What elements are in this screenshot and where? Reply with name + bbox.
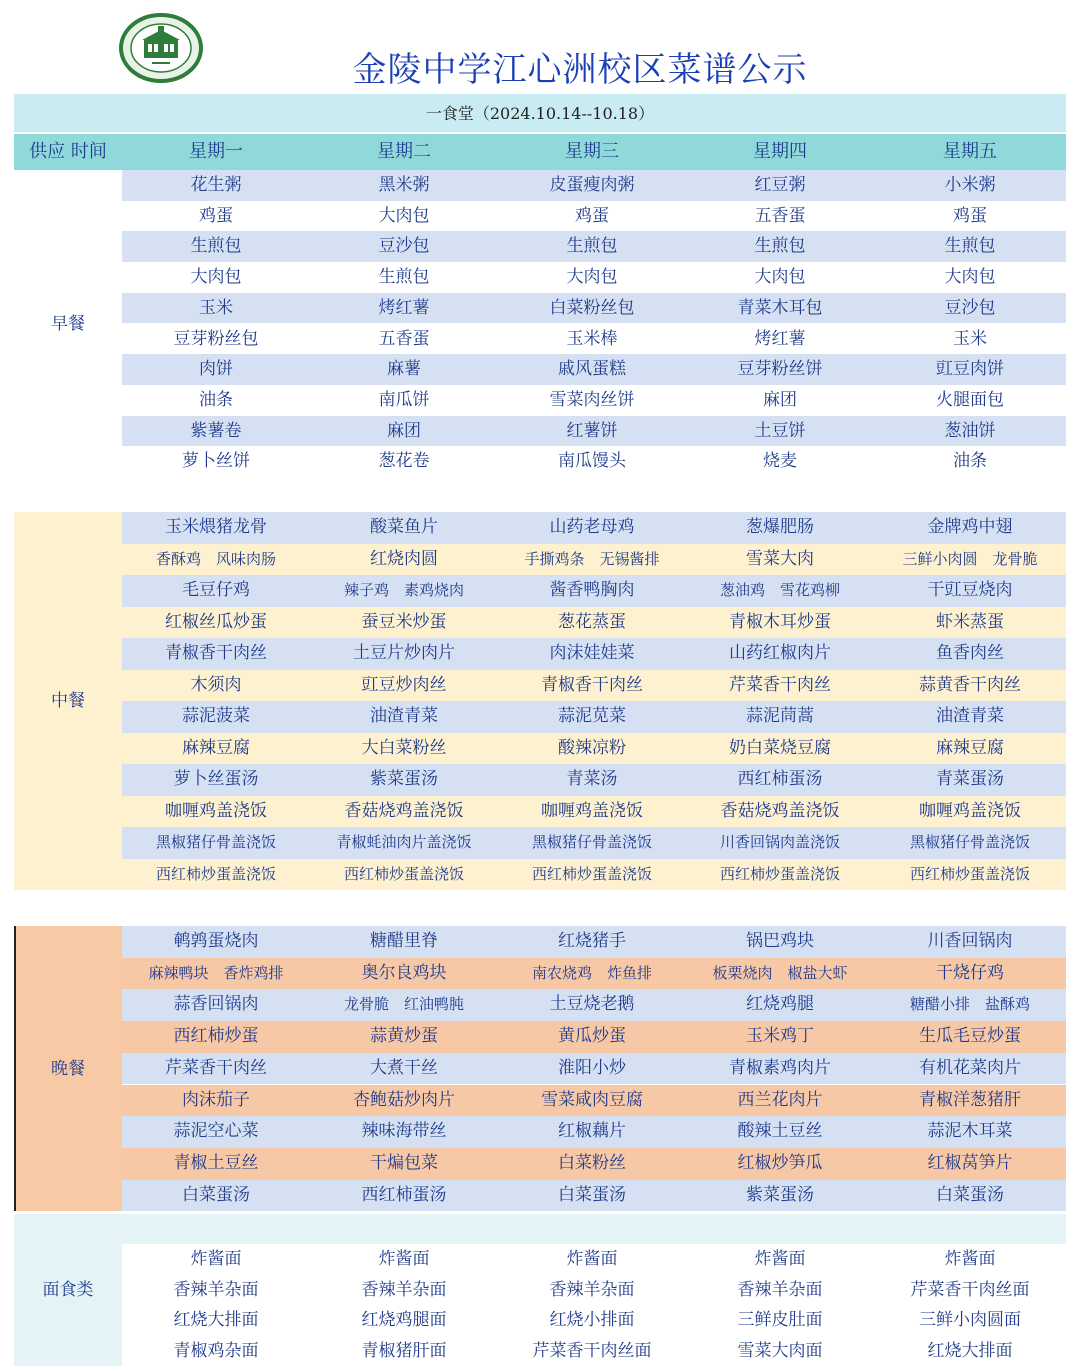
menu-dish-cell: 红烧肉圆 — [370, 548, 438, 569]
menu-row — [122, 231, 1066, 262]
menu-dish-cell: 生瓜毛豆炒蛋 — [919, 1026, 1021, 1047]
menu-row — [122, 958, 1066, 990]
menu-row — [122, 701, 1066, 733]
menu-dish-cell: 生煎包 — [754, 236, 806, 257]
menu-row — [122, 1275, 1066, 1306]
menu-dish-cell: 南农烧鸡 炸鱼排 — [531, 963, 652, 982]
menu-dish-cell: 黑椒猪仔骨盖浇饭 — [531, 833, 652, 851]
menu-dish-cell: 戚风蛋糕 — [558, 359, 626, 380]
menu-dish-cell: 西红柿炒蛋盖浇饭 — [343, 864, 464, 883]
menu-dish-cell: 豆芽粉丝包 — [173, 328, 259, 349]
menu-dish-cell: 玉米 — [199, 297, 233, 318]
menu-dish-cell: 红椒炒笋瓜 — [737, 1152, 823, 1173]
menu-dish-cell: 奶白菜烧豆腐 — [729, 737, 831, 758]
menu-dish-cell: 油条 — [199, 389, 233, 410]
table-header-row — [14, 134, 1066, 170]
menu-row — [122, 416, 1066, 447]
menu-dish-cell: 豆芽粉丝饼 — [737, 359, 823, 380]
menu-dish-cell: 奥尔良鸡块 — [361, 962, 447, 983]
header-day: 星期三 — [565, 141, 619, 162]
menu-row — [122, 1021, 1066, 1053]
menu-dish-cell: 川香回锅肉盖浇饭 — [719, 833, 840, 851]
menu-dish-cell: 南瓜馒头 — [558, 451, 626, 472]
menu-row — [122, 201, 1066, 232]
menu-dish-cell: 芹菜香干肉丝面 — [910, 1279, 1030, 1300]
menu-dish-cell: 咖喱鸡盖浇饭 — [165, 800, 267, 821]
menu-row — [122, 170, 1066, 201]
menu-dish-cell: 芹菜香干肉丝 — [729, 674, 831, 695]
menu-dish-cell: 干豇豆烧肉 — [927, 580, 1013, 600]
menu-dish-cell: 白菜粉丝包 — [549, 297, 635, 318]
menu-dish-cell: 青椒木耳炒蛋 — [729, 611, 831, 632]
menu-dish-cell: 黑椒猪仔骨盖浇饭 — [155, 833, 276, 851]
menu-row — [122, 859, 1066, 891]
menu-dish-cell: 咖喱鸡盖浇饭 — [919, 800, 1021, 821]
menu-dish-cell: 青椒猪肝面 — [361, 1340, 447, 1361]
menu-dish-cell: 青菜木耳包 — [737, 297, 823, 318]
menu-dish-cell: 青椒鸡杂面 — [173, 1340, 259, 1361]
menu-dish-cell: 大肉包 — [944, 267, 996, 288]
menu-dish-cell: 黑椒猪仔骨盖浇饭 — [909, 833, 1030, 851]
menu-row — [122, 1053, 1066, 1085]
menu-dish-cell: 白菜蛋汤 — [182, 1184, 250, 1205]
header-supply-time: 供应 时间 — [29, 141, 107, 162]
menu-dish-cell: 淮阳小炒 — [558, 1057, 626, 1078]
menu-dish-cell: 酸菜鱼片 — [370, 517, 438, 537]
menu-dish-cell: 糖醋小排 盐酥鸡 — [909, 995, 1030, 1014]
menu-dish-cell: 萝卜丝饼 — [182, 451, 250, 472]
menu-row — [122, 827, 1066, 859]
menu-row — [122, 989, 1066, 1021]
section-label: 中餐 — [51, 691, 85, 711]
menu-row — [122, 638, 1066, 670]
menu-dish-cell: 大肉包 — [378, 205, 430, 226]
menu-dish-cell: 豆沙包 — [378, 236, 430, 257]
menu-dish-cell: 毛豆仔鸡 — [182, 580, 250, 600]
menu-dish-cell: 火腿面包 — [936, 389, 1004, 410]
menu-dish-cell: 糖醋里脊 — [370, 931, 438, 951]
menu-dish-cell: 大肉包 — [190, 267, 242, 288]
menu-dish-cell: 炸酱面 — [944, 1249, 996, 1269]
menu-dish-cell: 手撕鸡条 无锡酱排 — [524, 549, 660, 568]
menu-dish-cell: 蒜泥空心菜 — [173, 1121, 259, 1142]
menu-dish-cell: 三鲜小肉圆 龙骨脆 — [902, 549, 1038, 568]
menu-dish-cell: 蒜黄香干肉丝 — [919, 674, 1021, 695]
menu-dish-cell: 生煎包 — [566, 236, 618, 257]
menu-row — [122, 544, 1066, 576]
menu-dish-cell: 麻辣豆腐 — [936, 737, 1004, 758]
menu-dish-cell: 蒜泥茼蒿 — [746, 706, 814, 726]
menu-dish-cell: 红烧猪手 — [558, 931, 626, 951]
menu-dish-cell: 雪菜咸肉豆腐 — [541, 1089, 643, 1110]
menu-dish-cell: 虾米蒸蛋 — [936, 611, 1004, 632]
menu-dish-cell: 炸酱面 — [754, 1249, 806, 1269]
menu-dish-cell: 酸辣凉粉 — [558, 737, 626, 758]
menu-dish-cell: 白菜粉丝 — [558, 1152, 626, 1173]
menu-dish-cell: 小米粥 — [944, 175, 996, 195]
menu-dish-cell: 香辣羊杂面 — [737, 1279, 823, 1300]
menu-dish-cell: 山药老母鸡 — [549, 517, 635, 537]
menu-dish-cell: 肉沫茄子 — [182, 1089, 250, 1110]
menu-dish-cell: 西红柿蛋汤 — [737, 769, 823, 789]
menu-dish-cell: 干煸包菜 — [370, 1152, 438, 1173]
menu-dish-cell: 三鲜皮肚面 — [737, 1310, 823, 1330]
menu-dish-cell: 红烧大排面 — [173, 1310, 259, 1330]
menu-dish-cell: 川香回锅肉 — [927, 931, 1013, 951]
menu-row — [122, 764, 1066, 796]
subtitle-band — [14, 94, 1066, 132]
menu-dish-cell: 南瓜饼 — [378, 389, 430, 410]
menu-dish-cell: 蚕豆米炒蛋 — [361, 611, 447, 632]
menu-row — [122, 575, 1066, 607]
menu-dish-cell: 麻团 — [387, 420, 421, 441]
menu-dish-cell: 蒜香回锅肉 — [173, 994, 259, 1015]
menu-dish-cell: 花生粥 — [190, 175, 242, 195]
menu-dish-cell: 香酥鸡 风味肉肠 — [155, 549, 276, 568]
menu-row — [122, 733, 1066, 765]
menu-dish-cell: 西红柿炒蛋盖浇饭 — [719, 864, 840, 883]
menu-dish-cell: 雪菜大肉 — [746, 548, 814, 569]
menu-dish-cell: 葱油饼 — [944, 420, 996, 441]
menu-row — [122, 670, 1066, 702]
menu-dish-cell: 鸡蛋 — [575, 205, 609, 226]
menu-dish-cell: 蒜泥木耳菜 — [927, 1121, 1013, 1142]
menu-dish-cell: 大白菜粉丝 — [361, 737, 447, 758]
menu-row — [122, 385, 1066, 416]
menu-row — [122, 446, 1066, 477]
menu-dish-cell: 玉米煨猪龙骨 — [165, 517, 267, 537]
menu-dish-cell: 青菜蛋汤 — [936, 769, 1004, 789]
menu-dish-cell: 紫菜蛋汤 — [370, 769, 438, 789]
page-title: 金陵中学江心洲校区菜谱公示 — [352, 50, 808, 90]
menu-dish-cell: 山药红椒肉片 — [729, 643, 831, 663]
menu-dish-cell: 炸酱面 — [378, 1249, 430, 1269]
canteen-date-subtitle: 一食堂（2024.10.14--10.18） — [425, 104, 655, 123]
menu-row — [122, 1148, 1066, 1180]
header-day: 星期四 — [753, 141, 807, 162]
menu-dish-cell: 红烧鸡腿面 — [361, 1310, 447, 1330]
menu-dish-cell: 白菜蛋汤 — [558, 1184, 626, 1205]
menu-dish-cell: 西兰花肉片 — [737, 1089, 823, 1110]
menu-row — [122, 1116, 1066, 1148]
menu-dish-cell: 蒜泥苋菜 — [558, 706, 626, 726]
menu-dish-cell: 土豆烧老鹅 — [549, 994, 635, 1015]
menu-dish-cell: 豆沙包 — [944, 297, 996, 318]
menu-dish-cell: 萝卜丝蛋汤 — [173, 769, 259, 789]
menu-dish-cell: 辣子鸡 素鸡烧肉 — [343, 581, 464, 599]
menu-dish-cell: 麻薯 — [387, 359, 421, 380]
menu-dish-cell: 青椒蚝油肉片盖浇饭 — [336, 833, 472, 851]
menu-row — [122, 324, 1066, 355]
menu-dish-cell: 龙骨脆 红油鸭肫 — [343, 995, 464, 1014]
menu-dish-cell: 烤红薯 — [754, 328, 806, 349]
menu-dish-cell: 生煎包 — [190, 236, 242, 257]
menu-dish-cell: 西红柿炒蛋盖浇饭 — [909, 864, 1030, 883]
menu-dish-cell: 香菇烧鸡盖浇饭 — [720, 800, 840, 821]
menu-dish-cell: 西红柿炒蛋盖浇饭 — [155, 864, 276, 883]
menu-dish-cell: 肉饼 — [199, 359, 233, 380]
menu-dish-cell: 鱼香肉丝 — [936, 643, 1004, 663]
menu-dish-cell: 酱香鸭胸肉 — [549, 580, 635, 600]
menu-dish-cell: 青菜汤 — [566, 769, 618, 789]
menu-dish-cell: 鹌鹑蛋烧肉 — [173, 931, 259, 951]
menu-dish-cell: 干烧仔鸡 — [936, 962, 1004, 983]
menu-dish-cell: 香辣羊杂面 — [361, 1279, 447, 1300]
menu-dish-cell: 土豆饼 — [754, 420, 806, 441]
menu-row — [122, 1180, 1066, 1212]
menu-dish-cell: 炸酱面 — [190, 1249, 242, 1269]
menu-dish-cell: 烧麦 — [763, 451, 797, 472]
menu-dish-cell: 五香蛋 — [378, 328, 430, 349]
menu-dish-cell: 油条 — [953, 451, 987, 472]
menu-dish-cell: 皮蛋瘦肉粥 — [549, 175, 635, 195]
menu-row — [122, 926, 1066, 958]
header-day: 星期五 — [943, 141, 997, 162]
menu-dish-cell: 辣味海带丝 — [361, 1121, 447, 1142]
menu-dish-cell: 红烧小排面 — [549, 1310, 635, 1330]
menu-dish-cell: 紫薯卷 — [190, 420, 242, 441]
menu-dish-cell: 锅巴鸡块 — [746, 931, 814, 951]
menu-dish-cell: 香菇烧鸡盖浇饭 — [344, 800, 464, 821]
menu-dish-cell: 黑米粥 — [378, 175, 430, 195]
menu-dish-cell: 玉米鸡丁 — [746, 1026, 814, 1047]
menu-dish-cell: 肉沫娃娃菜 — [549, 643, 635, 663]
menu-dish-cell: 黄瓜炒蛋 — [558, 1026, 626, 1047]
menu-row — [122, 796, 1066, 828]
menu-dish-cell: 大煮干丝 — [370, 1057, 438, 1078]
menu-dish-cell: 青椒香干肉丝 — [541, 674, 643, 695]
menu-dish-cell: 雪菜大肉面 — [737, 1340, 823, 1361]
menu-row — [122, 1085, 1066, 1117]
menu-dish-cell: 红椒莴笋片 — [927, 1152, 1013, 1173]
menu-dish-cell: 土豆片炒肉片 — [353, 643, 455, 663]
menu-dish-cell: 豇豆炒肉丝 — [361, 674, 447, 695]
noodle-section-top-band — [122, 1214, 1066, 1244]
menu-dish-cell: 西红柿炒蛋 — [173, 1026, 259, 1047]
menu-dish-cell: 葱花蒸蛋 — [558, 611, 626, 632]
menu-dish-cell: 蒜泥菠菜 — [182, 706, 250, 726]
menu-dish-cell: 麻辣鸭块 香炸鸡排 — [148, 963, 284, 982]
menu-dish-cell: 板栗烧肉 椒盐大虾 — [712, 963, 848, 982]
menu-dish-cell: 木须肉 — [190, 674, 242, 695]
menu-dish-cell: 五香蛋 — [754, 205, 806, 226]
menu-dish-cell: 红豆粥 — [754, 175, 806, 195]
menu-dish-cell: 葱花卷 — [378, 451, 430, 472]
menu-dish-cell: 青椒洋葱猪肝 — [919, 1089, 1021, 1110]
section-label: 面食类 — [42, 1280, 94, 1300]
menu-dish-cell: 麻团 — [763, 389, 797, 410]
menu-dish-cell: 青椒香干肉丝 — [165, 643, 267, 663]
header-day: 星期一 — [189, 141, 243, 162]
menu-row — [122, 262, 1066, 293]
menu-dish-cell: 油渣青菜 — [936, 706, 1004, 726]
menu-dish-cell: 生煎包 — [944, 236, 996, 257]
menu-dish-cell: 大肉包 — [566, 267, 618, 288]
menu-dish-cell: 有机花菜肉片 — [919, 1057, 1021, 1078]
menu-dish-cell: 杏鲍菇炒肉片 — [353, 1089, 455, 1110]
menu-dish-cell: 金牌鸡中翅 — [927, 517, 1013, 537]
menu-dish-cell: 咖喱鸡盖浇饭 — [541, 800, 643, 821]
menu-dish-cell: 红薯饼 — [566, 420, 618, 441]
menu-dish-cell: 麻辣豆腐 — [182, 737, 250, 758]
menu-dish-cell: 油渣青菜 — [370, 706, 438, 726]
menu-dish-cell: 红烧大排面 — [927, 1340, 1013, 1361]
menu-dish-cell: 葱爆肥肠 — [746, 517, 814, 537]
menu-row — [122, 1305, 1066, 1336]
menu-dish-cell: 酸辣土豆丝 — [737, 1121, 823, 1142]
menu-dish-cell: 烤红薯 — [378, 297, 430, 318]
menu-dish-cell: 紫菜蛋汤 — [746, 1184, 814, 1205]
menu-dish-cell: 三鲜小肉圆面 — [919, 1310, 1021, 1330]
menu-dish-cell: 青椒素鸡肉片 — [729, 1057, 831, 1078]
menu-row — [122, 1336, 1066, 1367]
menu-dish-cell: 生煎包 — [378, 267, 430, 288]
menu-row — [122, 512, 1066, 544]
menu-row — [122, 1244, 1066, 1275]
menu-dish-cell: 香辣羊杂面 — [173, 1279, 259, 1300]
menu-dish-cell: 芹菜香干肉丝 — [165, 1057, 267, 1078]
section-label: 晚餐 — [51, 1058, 85, 1079]
menu-dish-cell: 西红柿炒蛋盖浇饭 — [531, 864, 652, 883]
menu-dish-cell: 白菜蛋汤 — [936, 1184, 1004, 1205]
menu-dish-cell: 葱油鸡 雪花鸡柳 — [719, 581, 840, 599]
menu-dish-cell: 雪菜肉丝饼 — [549, 389, 635, 410]
menu-dish-cell: 玉米 — [953, 328, 987, 349]
menu-dish-cell: 豇豆肉饼 — [936, 359, 1004, 380]
menu-dish-cell: 西红柿蛋汤 — [361, 1184, 447, 1205]
menu-dish-cell: 香辣羊杂面 — [549, 1279, 635, 1300]
menu-dish-cell: 鸡蛋 — [199, 205, 233, 226]
menu-row — [122, 293, 1066, 324]
section-label: 早餐 — [51, 313, 85, 334]
header-day: 星期二 — [377, 141, 431, 162]
menu-dish-cell: 鸡蛋 — [953, 205, 987, 226]
menu-dish-cell: 芹菜香干肉丝面 — [532, 1340, 652, 1361]
menu-dish-cell: 青椒土豆丝 — [173, 1152, 259, 1173]
menu-dish-cell: 玉米棒 — [566, 328, 618, 349]
menu-dish-cell: 红烧鸡腿 — [746, 994, 814, 1015]
menu-dish-cell: 红椒藕片 — [558, 1121, 626, 1142]
menu-row — [122, 607, 1066, 639]
menu-dish-cell: 蒜黄炒蛋 — [370, 1026, 438, 1047]
menu-dish-cell: 大肉包 — [754, 267, 806, 288]
menu-dish-cell: 炸酱面 — [566, 1249, 618, 1269]
menu-dish-cell: 红椒丝瓜炒蛋 — [165, 611, 267, 632]
menu-row — [122, 354, 1066, 385]
